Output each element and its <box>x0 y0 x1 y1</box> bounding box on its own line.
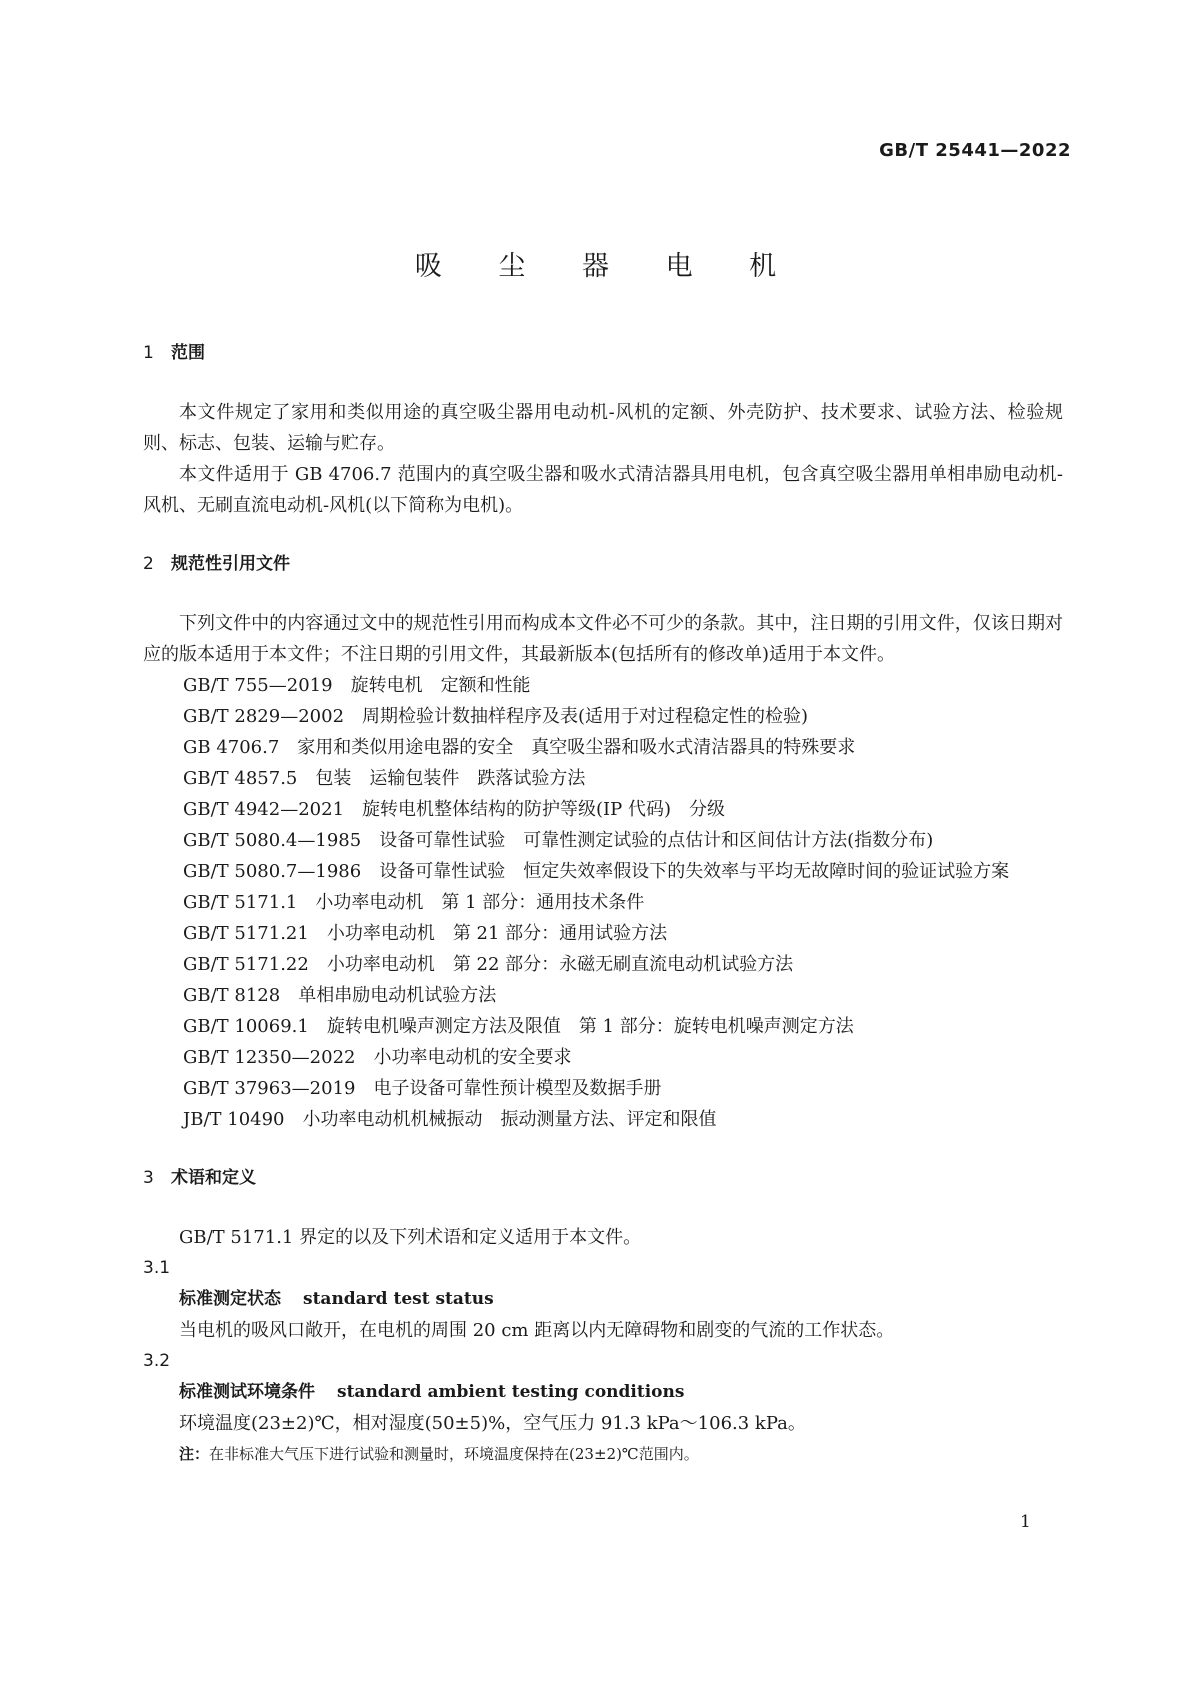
reference-item: GB 4706.7 家用和类似用途电器的安全 真空吸尘器和吸水式清洁器具的特殊要求 <box>183 737 856 758</box>
note-label: 注： <box>179 1445 210 1463</box>
term-english: standard test status <box>303 1289 494 1309</box>
section-number: 3 <box>143 1168 154 1188</box>
document-body <box>143 338 1063 1470</box>
reference-item: GB/T 5171.22 小功率电动机 第 22 部分：永磁无刷直流电动机试验方法 <box>183 954 794 975</box>
section-title: 规范性引用文件 <box>171 554 290 574</box>
reference-item: GB/T 5080.7—1986 设备可靠性试验 恒定失效率假设下的失效率与平均无故障时间的验证试验方案 <box>183 861 1010 882</box>
reference-item: GB/T 5171.1 小功率电动机 第 1 部分：通用技术条件 <box>183 892 645 913</box>
section-heading-normative <box>143 549 1063 580</box>
reference-item: GB/T 4857.5 包装 运输包装件 跌落试验方法 <box>183 768 586 789</box>
reference-item: GB/T 4942—2021 旋转电机整体结构的防护等级(IP 代码) 分级 <box>183 799 726 820</box>
section-title: 术语和定义 <box>171 1168 256 1188</box>
page-number: 1 <box>1020 1512 1031 1532</box>
term-note <box>143 1439 1063 1470</box>
document-title: 吸 尘 器 电 机 <box>414 251 801 282</box>
term-chinese: 标准测定状态 <box>179 1289 281 1309</box>
reference-item: JB/T 10490 小功率电动机机械振动 振动测量方法、评定和限值 <box>183 1109 717 1130</box>
note-text: 在非标准大气压下进行试验和测量时，环境温度保持在(23±2)℃范围内。 <box>209 1445 699 1463</box>
reference-item: GB/T 2829—2002 周期检验计数抽样程序及表(适用于对过程稳定性的检验) <box>183 706 809 727</box>
term-definition: 当电机的吸风口敞开，在电机的周围 20 cm 距离以内无障碍物和剧变的气流的工作状态。 <box>179 1320 895 1341</box>
section-number: 2 <box>143 554 154 574</box>
scope-paragraph: 本文件规定了家用和类似用途的真空吸尘器用电动机-风机的定额、外壳防护、技术要求、试验方法、检验规则、标志、包装、运输与贮存。 <box>143 402 1063 454</box>
reference-item: GB/T 12350—2022 小功率电动机的安全要求 <box>183 1047 572 1068</box>
section-title: 范围 <box>171 343 205 363</box>
reference-item: GB/T 5171.21 小功率电动机 第 21 部分：通用试验方法 <box>183 923 668 944</box>
term-number: 3.2 <box>143 1351 171 1371</box>
reference-item: GB/T 5080.4—1985 设备可靠性试验 可靠性测定试验的点估计和区间估计方法(指数分布) <box>183 830 934 851</box>
section-heading-scope <box>143 338 1063 369</box>
term-english: standard ambient testing conditions <box>337 1382 685 1402</box>
section-heading-terms <box>143 1163 1063 1194</box>
term-heading <box>143 1284 1063 1315</box>
reference-item: GB/T 37963—2019 电子设备可靠性预计模型及数据手册 <box>183 1078 662 1099</box>
term-definition: 环境温度(23±2)℃，相对湿度(50±5)%，空气压力 91.3 kPa～106.3 kPa。 <box>179 1413 806 1434</box>
term-number: 3.1 <box>143 1258 171 1278</box>
normative-intro: 下列文件中的内容通过文中的规范性引用而构成本文件必不可少的条款。其中，注日期的引用文件，仅该日期对应的版本适用于本文件；不注日期的引用文件，其最新版本(包括所有的修改单)适用于本文件。 <box>143 613 1063 665</box>
reference-item: GB/T 10069.1 旋转电机噪声测定方法及限值 第 1 部分：旋转电机噪声测定方法 <box>183 1016 854 1037</box>
term-heading <box>143 1377 1063 1408</box>
scope-paragraph: 本文件适用于 GB 4706.7 范围内的真空吸尘器和吸水式清洁器具用电机，包含真空吸尘器用单相串励电动机-风机、无刷直流电动机-风机(以下简称为电机)。 <box>143 464 1063 516</box>
terms-intro: GB/T 5171.1 界定的以及下列术语和定义适用于本文件。 <box>179 1227 642 1248</box>
document-code: GB/T 25441—2022 <box>879 140 1071 161</box>
reference-item: GB/T 8128 单相串励电动机试验方法 <box>183 985 497 1006</box>
reference-item: GB/T 755—2019 旋转电机 定额和性能 <box>183 675 531 696</box>
term-chinese: 标准测试环境条件 <box>179 1382 315 1402</box>
section-number: 1 <box>143 343 154 363</box>
